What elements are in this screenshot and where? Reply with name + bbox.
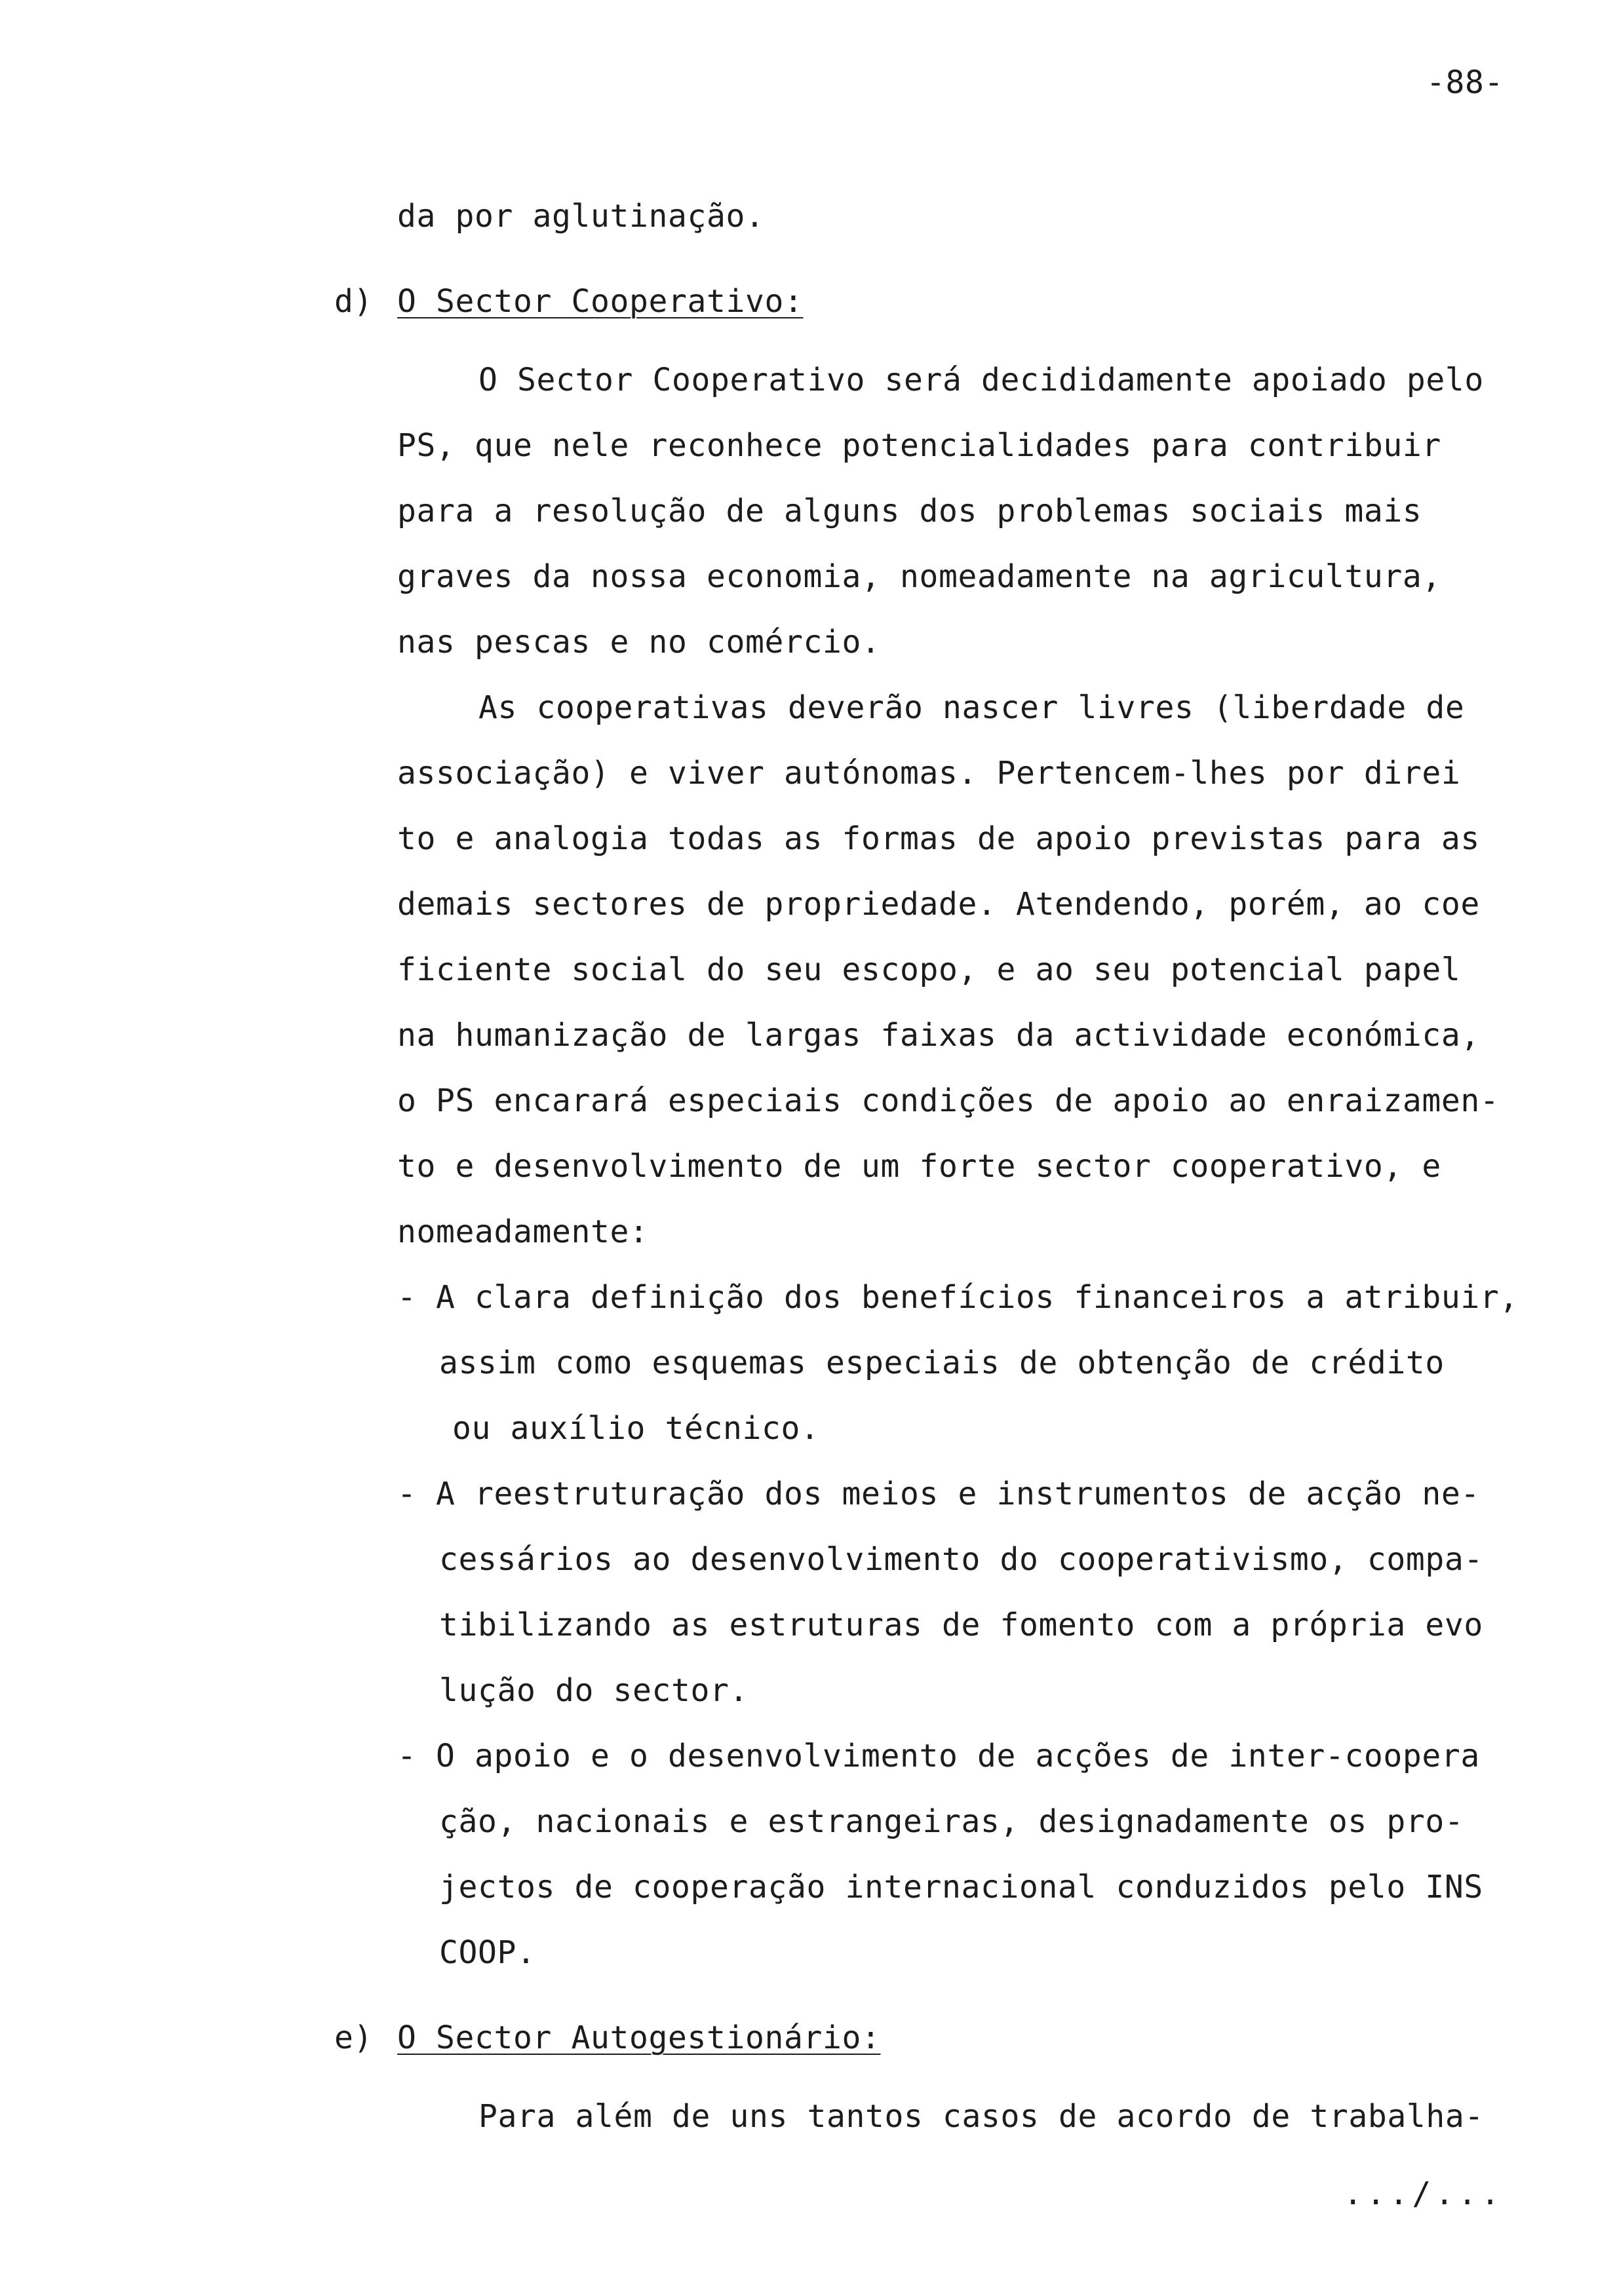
text-line: na humanização de largas faixas da actividade económica, <box>397 1017 1480 1054</box>
section-e-heading: O Sector Autogestionário: <box>397 2019 881 2056</box>
page-number: -88- <box>1426 64 1504 101</box>
text-line: lução do sector. <box>439 1672 749 1709</box>
text-line: assim como esquemas especiais de obtenção de crédito <box>439 1345 1445 1381</box>
text-line: nas pescas e no comércio. <box>397 624 881 660</box>
text-line: tibilizando as estruturas de fomento com a própria evo <box>439 1607 1483 1643</box>
text-line: ficiente social do seu escopo, e ao seu potencial papel <box>397 951 1461 988</box>
text-line: Para além de uns tantos casos de acordo de trabalha- <box>478 2098 1484 2135</box>
section-d-heading: O Sector Cooperativo: <box>397 283 804 320</box>
text-line: ção, nacionais e estrangeiras, designadamente os pro- <box>439 1803 1464 1840</box>
bullet-item: - O apoio e o desenvolvimento de acções de inter-coopera <box>397 1738 1480 1774</box>
text-line: As cooperativas deverão nascer livres (liberdade de <box>478 689 1465 726</box>
section-d-marker: d) <box>334 283 373 320</box>
text-line: o PS encarará especiais condições de apoio ao enraizamen- <box>397 1082 1500 1119</box>
text-line: nomeadamente: <box>397 1214 649 1250</box>
text-line: to e desenvolvimento de um forte sector cooperativo, e <box>397 1148 1441 1185</box>
text-line: O Sector Cooperativo será decididamente apoiado pelo <box>478 362 1484 398</box>
text-line: da por aglutinação. <box>397 198 765 235</box>
text-line: COOP. <box>439 1934 536 1971</box>
section-e-marker: e) <box>334 2019 373 2056</box>
text-line: graves da nossa economia, nomeadamente na agricultura, <box>397 558 1441 595</box>
continuation-mark: .../... <box>1343 2175 1504 2212</box>
text-line: demais sectores de propriedade. Atendendo, porém, ao coe <box>397 886 1480 923</box>
text-line: to e analogia todas as formas de apoio previstas para as <box>397 820 1480 857</box>
bullet-item: - A reestruturação dos meios e instrumentos de acção ne- <box>397 1476 1480 1512</box>
text-line: associação) e viver autónomas. Pertencem-lhes por direi <box>397 755 1461 792</box>
text-line: jectos de cooperação internacional conduzidos pelo INS <box>439 1869 1483 1905</box>
text-line: cessários ao desenvolvimento do cooperativismo, compa- <box>439 1541 1483 1578</box>
text-line: PS, que nele reconhece potencialidades para contribuir <box>397 427 1441 464</box>
text-line: para a resolução de alguns dos problemas sociais mais <box>397 493 1422 529</box>
bullet-item: - A clara definição dos benefícios financeiros a atribuir, <box>397 1279 1519 1316</box>
text-line: ou auxílio técnico. <box>452 1410 820 1447</box>
